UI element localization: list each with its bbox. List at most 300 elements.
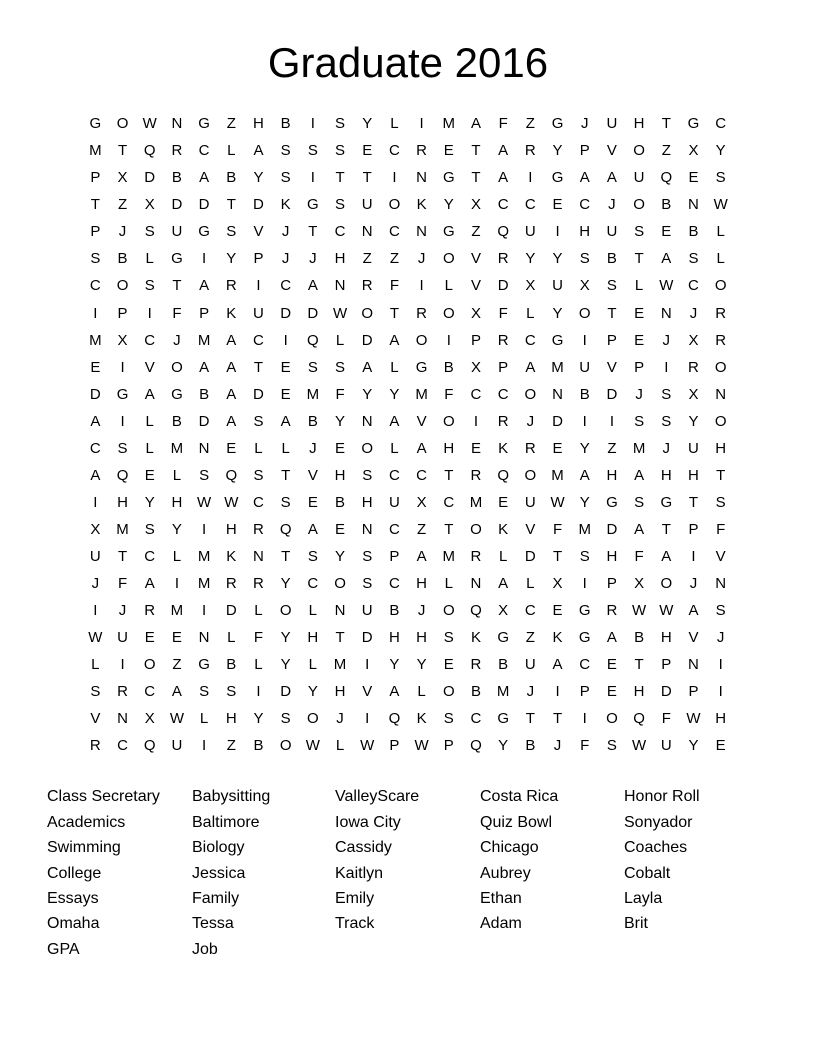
grid-letter: E (606, 656, 617, 674)
grid-letter: Q (388, 710, 401, 728)
grid-letter: D (225, 602, 237, 620)
grid-letter: L (227, 629, 236, 647)
grid-letter: L (199, 710, 209, 728)
grid-letter: X (498, 602, 509, 620)
grid-letter: F (580, 737, 590, 755)
grid-letter: Y (253, 710, 264, 728)
grid-letter: N (253, 547, 264, 565)
grid-letter: N (198, 629, 210, 647)
grid-letter: Y (389, 656, 400, 674)
grid-letter: C (579, 656, 591, 674)
grid-letter: M (89, 142, 102, 160)
grid-letter: C (715, 115, 727, 133)
grid-letter: N (171, 115, 183, 133)
grid-letter: E (606, 683, 617, 701)
grid-letter: N (117, 710, 128, 728)
word-list-item: College (47, 864, 102, 882)
grid-letter: A (470, 115, 481, 133)
grid-letter: E (552, 602, 563, 620)
word-list-item: Family (192, 889, 240, 907)
grid-letter: A (661, 547, 672, 565)
grid-letter: A (661, 250, 672, 268)
grid-letter: C (388, 575, 400, 592)
grid-letter: R (416, 142, 428, 160)
grid-letter: N (552, 385, 563, 403)
grid-letter: T (172, 277, 182, 295)
grid-letter: J (417, 250, 426, 268)
grid-letter: X (117, 169, 128, 187)
grid-letter: S (199, 466, 210, 484)
grid-letter: W (142, 115, 157, 133)
grid-letter: F (389, 277, 399, 295)
grid-letter: O (442, 683, 455, 701)
grid-letter: U (660, 737, 672, 755)
grid-letter: X (117, 331, 128, 349)
grid-letter: C (497, 196, 509, 214)
grid-letter: T (634, 250, 644, 268)
grid-letter: S (634, 412, 645, 430)
grid-letter: E (280, 385, 291, 403)
grid-letter: H (225, 520, 237, 538)
grid-letter: O (714, 412, 727, 430)
grid-letter: R (470, 656, 482, 674)
grid-letter: O (470, 520, 482, 538)
word-list-item: Jessica (192, 864, 246, 882)
grid-letter: I (256, 683, 261, 701)
grid-letter: L (281, 439, 290, 457)
word-list-item: Adam (480, 915, 522, 933)
grid-letter: S (362, 547, 373, 565)
grid-letter: Z (525, 115, 535, 133)
grid-letter: N (361, 412, 373, 430)
grid-letter: P (90, 169, 101, 187)
grid-letter: N (660, 304, 672, 322)
grid-letter: T (716, 466, 726, 484)
grid-letter: H (660, 629, 672, 647)
grid-letter: X (525, 277, 536, 295)
grid-letter: M (496, 683, 510, 701)
grid-letter: B (117, 250, 128, 268)
grid-letter: C (443, 493, 455, 511)
grid-letter: U (579, 358, 591, 376)
grid-letter: H (416, 629, 428, 647)
grid-letter: S (144, 223, 155, 241)
grid-letter: X (552, 575, 563, 592)
grid-letter: R (225, 277, 237, 295)
grid-letter: U (524, 656, 536, 674)
grid-letter: A (634, 520, 645, 538)
grid-letter: C (280, 277, 292, 295)
grid-letter: Y (280, 656, 291, 674)
grid-letter: R (117, 683, 128, 701)
word-list-column (47, 784, 192, 962)
grid-letter: G (660, 493, 673, 511)
word-list-item: Aubrey (480, 864, 531, 882)
grid-letter: R (497, 250, 509, 268)
grid-letter: Y (389, 385, 400, 403)
grid-letter: K (552, 629, 563, 647)
grid-letter: H (660, 466, 672, 484)
grid-letter: B (335, 493, 346, 511)
grid-letter: E (552, 196, 563, 214)
word-list-item: Job (192, 940, 218, 958)
grid-letter: J (281, 223, 290, 241)
grid-letter: W (686, 710, 701, 728)
grid-letter: A (498, 169, 509, 187)
grid-letter: I (147, 304, 152, 322)
grid-letter: Y (362, 385, 373, 403)
grid-letter: R (470, 547, 482, 565)
grid-letter: N (334, 277, 346, 295)
grid-letter: S (634, 493, 645, 511)
grid-letter: S (117, 439, 128, 457)
grid-letter: Q (497, 466, 509, 484)
grid-letter: U (117, 629, 128, 647)
grid-letter: G (116, 385, 129, 403)
grid-letter: T (552, 547, 563, 565)
grid-letter: N (416, 169, 428, 187)
grid-letter: W (305, 737, 320, 755)
grid-letter: V (470, 250, 481, 268)
grid-letter: O (442, 250, 455, 268)
grid-letter: Q (307, 331, 319, 349)
grid-letter: N (470, 575, 482, 592)
grid-letter: N (334, 602, 346, 620)
grid-letter: G (198, 115, 210, 133)
grid-letter: J (608, 196, 616, 214)
grid-letter: B (307, 412, 318, 430)
grid-letter: H (171, 493, 183, 511)
grid-letter: S (280, 142, 291, 160)
grid-letter: G (497, 629, 509, 647)
grid-letter: D (524, 547, 536, 565)
grid-letter: A (606, 629, 617, 647)
grid-letter: R (606, 602, 618, 620)
grid-letter: F (716, 520, 726, 538)
grid-letter: S (226, 223, 237, 241)
grid-letter: A (688, 602, 699, 620)
grid-letter: C (524, 196, 536, 214)
grid-letter: S (335, 358, 346, 376)
grid-letter: L (498, 547, 508, 565)
word-list-item: Biology (192, 839, 245, 857)
grid-letter: N (198, 439, 210, 457)
grid-letter: G (578, 629, 591, 647)
grid-letter: V (416, 412, 427, 430)
grid-letter: X (634, 575, 645, 592)
grid-letter: M (306, 385, 320, 403)
grid-letter: A (307, 520, 318, 538)
grid-letter: E (335, 520, 346, 538)
grid-letter: N (361, 223, 373, 241)
grid-letter: L (444, 575, 453, 592)
grid-letter: X (144, 196, 155, 214)
grid-letter: H (307, 629, 319, 647)
grid-letter: R (253, 575, 264, 592)
grid-letter: A (525, 358, 536, 376)
grid-letter: I (528, 169, 533, 187)
grid-letter: W (169, 710, 184, 728)
grid-letter: T (607, 304, 617, 322)
grid-letter: L (227, 142, 236, 160)
grid-letter: A (606, 169, 617, 187)
grid-letter: Y (335, 412, 346, 430)
grid-letter: J (689, 304, 698, 322)
grid-letter: W (632, 602, 647, 620)
grid-letter: C (144, 547, 156, 565)
word-list-column (335, 784, 480, 962)
grid-letter: D (253, 385, 264, 403)
grid-letter: E (335, 439, 346, 457)
grid-letter: W (659, 602, 674, 620)
grid-letter: P (253, 250, 264, 268)
grid-letter: V (715, 547, 726, 565)
word-list-item: Babysitting (192, 788, 271, 806)
grid-letter: T (688, 493, 699, 511)
grid-letter: W (414, 737, 429, 755)
grid-letter: E (470, 439, 481, 457)
grid-letter: U (606, 223, 618, 241)
grid-letter: S (90, 683, 101, 701)
grid-letter: Y (552, 250, 563, 268)
grid-letter: Z (525, 629, 535, 647)
grid-letter: R (497, 331, 509, 349)
grid-letter: S (144, 277, 155, 295)
grid-letter: L (444, 277, 453, 295)
grid-letter: T (661, 520, 671, 538)
grid-letter: P (579, 142, 590, 160)
grid-letter: R (225, 575, 237, 592)
word-list-item: Chicago (480, 839, 539, 857)
word-list-column (624, 784, 700, 962)
grid-letter: H (443, 439, 455, 457)
grid-letter: T (362, 169, 372, 187)
grid-letter: A (416, 547, 427, 565)
grid-letter: L (335, 331, 345, 349)
grid-letter: I (664, 358, 669, 376)
grid-letter: H (633, 115, 645, 133)
grid-letter: C (388, 142, 400, 160)
grid-letter: G (415, 358, 428, 376)
grid-letter: I (202, 520, 207, 538)
grid-letter: L (172, 547, 182, 565)
grid-letter: O (334, 575, 346, 592)
grid-letter: A (389, 331, 400, 349)
word-list-item: Essays (47, 889, 99, 907)
grid-letter: Q (279, 520, 292, 538)
grid-letter: C (416, 466, 428, 484)
grid-letter: V (253, 223, 264, 241)
grid-letter: Y (498, 737, 509, 755)
grid-letter: S (280, 169, 291, 187)
grid-letter: S (335, 142, 346, 160)
grid-letter: O (524, 385, 537, 403)
grid-letter: R (497, 412, 509, 430)
grid-letter: J (662, 439, 671, 457)
grid-letter: T (661, 115, 671, 133)
grid-letter: A (253, 142, 264, 160)
grid-letter: L (172, 466, 182, 484)
grid-letter: A (389, 412, 400, 430)
grid-letter: H (633, 683, 645, 701)
grid-letter: O (361, 304, 374, 322)
grid-letter: R (361, 277, 373, 295)
grid-letter: H (715, 439, 727, 457)
grid-letter: R (89, 737, 101, 755)
grid-letter: B (579, 385, 590, 403)
grid-letter: G (307, 196, 319, 214)
grid-letter: B (443, 358, 454, 376)
grid-letter: K (226, 547, 237, 565)
grid-letter: A (552, 656, 563, 674)
grid-letter: A (634, 466, 645, 484)
grid-letter: B (226, 169, 237, 187)
grid-letter: R (524, 142, 536, 160)
grid-letter: C (470, 385, 482, 403)
grid-letter: H (715, 710, 727, 728)
grid-letter: U (633, 169, 645, 187)
grid-letter: F (661, 710, 671, 728)
grid-letter: K (416, 710, 427, 728)
grid-letter: J (336, 710, 344, 728)
grid-letter: E (498, 493, 509, 511)
grid-letter: Y (688, 412, 699, 430)
grid-letter: T (335, 169, 345, 187)
word-list-item: Swimming (47, 839, 121, 857)
grid-letter: L (145, 439, 154, 457)
word-list-column (192, 784, 335, 962)
grid-letter: L (308, 602, 318, 620)
word-list-item: Cobalt (624, 864, 671, 882)
grid-letter: E (90, 358, 101, 376)
grid-letter: X (688, 385, 699, 403)
grid-letter: I (93, 493, 98, 511)
grid-letter: I (120, 656, 125, 674)
grid-letter: Q (225, 466, 238, 484)
grid-letter: S (579, 547, 590, 565)
grid-letter: B (498, 656, 509, 674)
grid-letter: G (497, 710, 509, 728)
grid-letter: X (144, 710, 155, 728)
grid-letter: L (390, 439, 399, 457)
grid-letter: L (716, 250, 725, 268)
grid-letter: G (606, 493, 618, 511)
grid-letter: O (279, 737, 292, 755)
grid-letter: I (120, 358, 125, 376)
page-title: Graduate 2016 (267, 39, 549, 86)
grid-letter: H (388, 629, 400, 647)
grid-letter: Q (660, 169, 673, 187)
grid-letter: Q (143, 142, 156, 160)
grid-letter: F (335, 385, 345, 403)
grid-letter: D (144, 169, 156, 187)
grid-letter: A (199, 169, 210, 187)
word-list (47, 784, 816, 962)
grid-letter: H (334, 683, 346, 701)
grid-letter: W (88, 629, 103, 647)
grid-letter: L (335, 737, 345, 755)
grid-letter: C (198, 142, 210, 160)
grid-letter: U (552, 277, 563, 295)
grid-letter: L (716, 223, 725, 241)
grid-letter: O (524, 466, 537, 484)
grid-letter: R (144, 602, 156, 620)
grid-letter: S (362, 466, 373, 484)
grid-letter: D (606, 385, 618, 403)
grid-letter: J (309, 439, 317, 457)
grid-letter: M (442, 115, 456, 133)
grid-letter: Y (552, 304, 563, 322)
grid-letter: P (389, 547, 400, 565)
grid-letter: R (470, 466, 482, 484)
word-list-item: Cassidy (335, 839, 392, 857)
grid-letter: M (170, 439, 184, 457)
grid-letter: L (634, 277, 644, 295)
grid-letter: U (171, 737, 183, 755)
grid-letter: G (687, 115, 700, 133)
grid-letter: L (145, 250, 154, 268)
grid-letter: I (202, 737, 207, 755)
grid-letter: J (580, 115, 589, 133)
grid-letter: F (552, 520, 563, 538)
grid-letter: Z (226, 737, 236, 755)
grid-letter: C (579, 196, 591, 214)
grid-letter: O (388, 196, 401, 214)
grid-letter: C (253, 331, 264, 349)
grid-letter: T (552, 710, 563, 728)
grid-letter: E (715, 737, 726, 755)
grid-letter: E (634, 331, 645, 349)
grid-letter: W (550, 493, 565, 511)
grid-letter: F (498, 304, 508, 322)
grid-letter: X (579, 277, 590, 295)
grid-letter: E (552, 439, 563, 457)
grid-letter: S (144, 520, 155, 538)
grid-letter: L (145, 412, 154, 430)
grid-letter: S (606, 277, 617, 295)
grid-letter: E (144, 629, 155, 647)
grid-letter: A (362, 358, 373, 376)
grid-letter: P (199, 304, 210, 322)
word-list-item: GPA (47, 940, 80, 958)
grid-letter: I (582, 412, 587, 430)
grid-letter: D (660, 683, 672, 701)
grid-letter: U (606, 115, 618, 133)
grid-letter: L (390, 358, 399, 376)
grid-letter: B (389, 602, 400, 620)
grid-letter: P (470, 331, 481, 349)
grid-letter: J (173, 331, 181, 349)
grid-letter: J (309, 250, 317, 268)
grid-letter: G (171, 250, 183, 268)
grid-letter: R (253, 520, 264, 538)
grid-letter: U (253, 304, 264, 322)
grid-letter: I (93, 602, 98, 620)
grid-letter: A (226, 412, 237, 430)
grid-letter: Y (362, 115, 373, 133)
grid-letter: T (117, 547, 128, 565)
grid-letter: A (144, 385, 155, 403)
grid-letter: Z (226, 115, 236, 133)
grid-letter: D (497, 277, 509, 295)
grid-letter: Y (688, 737, 699, 755)
grid-letter: R (416, 304, 428, 322)
grid-letter: K (226, 304, 237, 322)
grid-letter: I (202, 250, 207, 268)
word-list-item: Coaches (624, 839, 688, 857)
grid-letter: T (281, 466, 291, 484)
word-list-item: Track (335, 915, 375, 933)
